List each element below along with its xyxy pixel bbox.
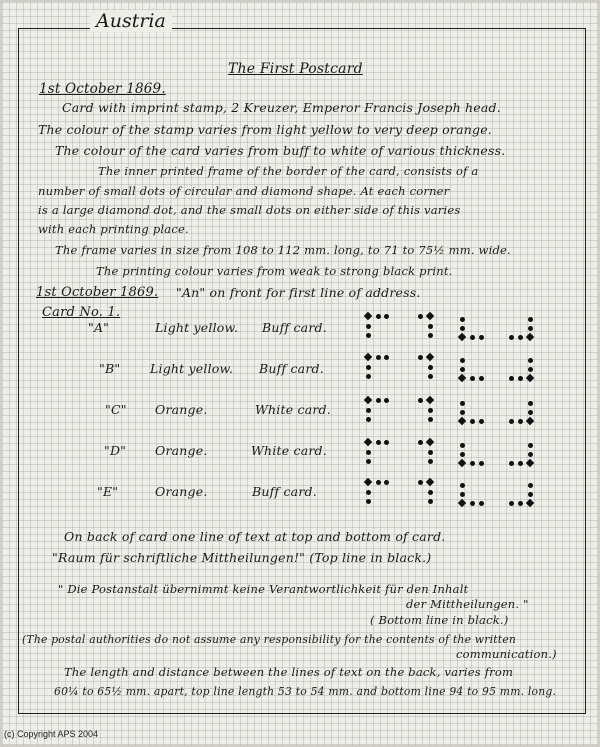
frame-dot xyxy=(470,461,475,466)
frame-dot xyxy=(428,365,433,370)
intro-line: The frame varies in size from 108 to 112 mm. long, to 71 to 75½ mm. wide. xyxy=(55,243,511,257)
card-letter: "D" xyxy=(104,443,127,458)
intro-date: 1st October 1869. xyxy=(39,81,166,97)
back-line: " Die Postanstalt übernimmt keine Verantwortlichkeit für den Inhalt xyxy=(58,582,469,596)
frame-dot xyxy=(509,419,514,424)
frame-dot xyxy=(460,452,465,457)
frame-dot xyxy=(460,326,465,331)
frame-dot xyxy=(528,326,533,331)
back-line: der Mittheilungen. " xyxy=(406,597,529,611)
frame-dot xyxy=(376,398,381,403)
back-line: "Raum für schriftliche Mittheilungen!" (Top line in black.) xyxy=(52,550,432,565)
album-page xyxy=(2,2,598,745)
intro-line: Card with imprint stamp, 2 Kreuzer, Emperor Francis Joseph head. xyxy=(62,100,501,115)
back-line: 60¼ to 65½ mm. apart, top line length 53 to 54 mm. and bottom line 94 to 95 mm. long. xyxy=(54,685,557,698)
card-letter: "E" xyxy=(97,484,119,499)
intro-line: The inner printed frame of the border of the card, consists of a xyxy=(98,164,479,178)
back-line: communication.) xyxy=(456,647,557,661)
frame-dot xyxy=(479,335,484,340)
section-title: The First Postcard xyxy=(228,61,363,77)
frame-dot xyxy=(460,317,465,322)
frame-dot xyxy=(518,376,523,381)
frame-dot xyxy=(460,410,465,415)
frame-dot xyxy=(418,480,423,485)
frame-dot xyxy=(528,410,533,415)
frame-dot xyxy=(366,333,371,338)
frame-dot xyxy=(366,499,371,504)
frame-dot xyxy=(470,501,475,506)
intro-line: The printing colour varies from weak to strong black print. xyxy=(96,264,453,278)
frame-dot xyxy=(384,355,389,360)
frame-dot xyxy=(509,461,514,466)
intro-line: The colour of the card varies from buff to white of various thickness. xyxy=(55,143,506,158)
frame-dot xyxy=(428,490,433,495)
frame-dot xyxy=(366,408,371,413)
frame-dot xyxy=(460,367,465,372)
frame-dot xyxy=(428,459,433,464)
intro-line: with each printing place. xyxy=(38,222,189,236)
frame-dot xyxy=(460,401,465,406)
frame-dot xyxy=(470,376,475,381)
frame-dot xyxy=(428,499,433,504)
frame-dot xyxy=(528,401,533,406)
card-colour: White card. xyxy=(251,443,327,458)
stamp-colour: Light yellow. xyxy=(155,320,239,335)
frame-dot xyxy=(428,333,433,338)
frame-dot xyxy=(528,358,533,363)
card-heading: Card No. 1. xyxy=(42,305,121,320)
frame-dot xyxy=(479,419,484,424)
frame-dot xyxy=(428,324,433,329)
frame-dot xyxy=(366,450,371,455)
frame-dot xyxy=(528,367,533,372)
frame-dot xyxy=(460,358,465,363)
card-letter: "B" xyxy=(99,361,121,376)
stamp-colour: Orange. xyxy=(155,443,208,458)
frame-dot xyxy=(418,355,423,360)
frame-dot xyxy=(528,452,533,457)
back-line: On back of card one line of text at top and bottom of card. xyxy=(64,529,446,544)
frame-dot xyxy=(528,492,533,497)
frame-dot xyxy=(479,501,484,506)
frame-dot xyxy=(376,480,381,485)
frame-dot xyxy=(460,443,465,448)
stamp-colour: Orange. xyxy=(155,484,208,499)
frame-dot xyxy=(528,483,533,488)
copyright-notice: (c) Copyright APS 2004 xyxy=(4,729,99,739)
frame-dot xyxy=(366,324,371,329)
frame-dot xyxy=(518,419,523,424)
card-colour: Buff card. xyxy=(259,361,324,376)
frame-dot xyxy=(428,408,433,413)
back-line: The length and distance between the lines of text on the back, varies from xyxy=(64,665,514,679)
frame-dot xyxy=(428,374,433,379)
stamp-colour: Orange. xyxy=(155,402,208,417)
card-colour: Buff card. xyxy=(252,484,317,499)
frame-dot xyxy=(418,440,423,445)
second-date: 1st October 1869. xyxy=(36,285,159,300)
frame-dot xyxy=(479,461,484,466)
frame-dot xyxy=(518,461,523,466)
frame-dot xyxy=(470,335,475,340)
frame-dot xyxy=(376,355,381,360)
frame-dot xyxy=(384,480,389,485)
frame-dot xyxy=(460,483,465,488)
back-line: (The postal authorities do not assume any responsibility for the contents of the written xyxy=(22,633,517,646)
frame-dot xyxy=(428,417,433,422)
frame-dot xyxy=(366,417,371,422)
frame-dot xyxy=(518,501,523,506)
frame-dot xyxy=(460,492,465,497)
frame-dot xyxy=(366,365,371,370)
frame-dot xyxy=(518,335,523,340)
frame-dot xyxy=(528,317,533,322)
frame-dot xyxy=(428,450,433,455)
card-colour: Buff card. xyxy=(262,320,327,335)
frame-dot xyxy=(509,501,514,506)
frame-dot xyxy=(384,398,389,403)
frame-dot xyxy=(479,376,484,381)
intro-line: is a large diamond dot, and the small dots on either side of this varies xyxy=(38,203,461,217)
stamp-colour: Light yellow. xyxy=(150,361,234,376)
country-heading: Austria xyxy=(90,10,172,32)
frame-dot xyxy=(384,314,389,319)
card-colour: White card. xyxy=(255,402,331,417)
frame-dot xyxy=(366,490,371,495)
frame-dot xyxy=(376,314,381,319)
intro-line: number of small dots of circular and diamond shape. At each corner xyxy=(38,184,450,198)
frame-dot xyxy=(418,314,423,319)
frame-dot xyxy=(366,459,371,464)
frame-dot xyxy=(384,440,389,445)
frame-dot xyxy=(509,376,514,381)
card-letter: "A" xyxy=(88,320,110,335)
frame-dot xyxy=(470,419,475,424)
intro-line: The colour of the stamp varies from light yellow to very deep orange. xyxy=(38,122,492,137)
second-note: "An" on front for first line of address. xyxy=(176,285,421,300)
frame-dot xyxy=(418,398,423,403)
frame-dot xyxy=(366,374,371,379)
card-letter: "C" xyxy=(105,402,127,417)
frame-dot xyxy=(528,443,533,448)
frame-dot xyxy=(376,440,381,445)
frame-dot xyxy=(509,335,514,340)
back-line: ( Bottom line in black.) xyxy=(370,613,509,627)
